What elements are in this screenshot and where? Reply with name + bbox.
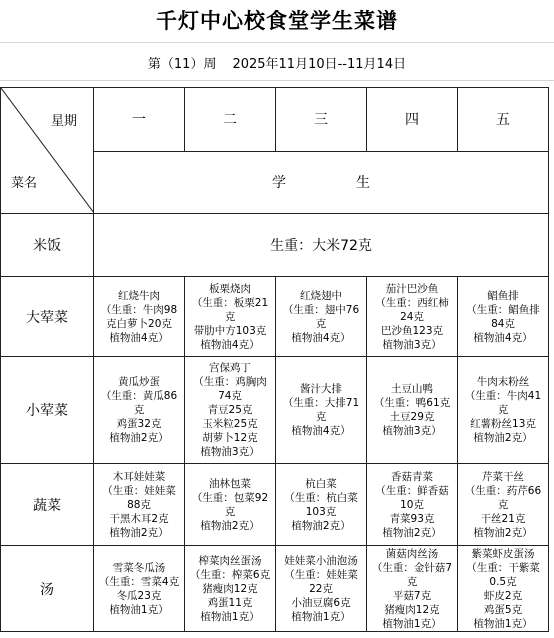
date-range: 2025年11月10日--11月14日 — [232, 56, 407, 72]
dish-detail-line: （生重：杭白菜 — [284, 491, 358, 504]
menu-row-meat-side — [1, 357, 549, 464]
day-header-wed: 三 — [276, 88, 367, 152]
dish-name: 香菇青菜 — [391, 470, 433, 483]
dish-name: 紫菜虾皮蛋汤 — [471, 547, 535, 560]
dish-detail-line: 植物油2克） — [200, 519, 260, 532]
dish-detail-line: （生重：黄瓜86 — [100, 390, 178, 402]
dish-detail-line: 克 — [133, 404, 145, 416]
dish-cell — [367, 357, 458, 464]
dish-detail-line: 玉米粒25克 — [202, 418, 258, 430]
dish-detail-line: （生重：翅中76 — [282, 303, 360, 316]
dish-cell — [276, 357, 367, 464]
dish-detail-line: 103克 — [305, 505, 337, 518]
dish-detail-line: 克 — [406, 575, 418, 588]
dish-detail-line: 植物油1克） — [473, 617, 533, 630]
dish-detail-line: （生重：药芹66 — [464, 484, 542, 497]
day-header-thu: 四 — [367, 88, 458, 152]
dish-detail-line: 猪瘦肉12克 — [202, 582, 258, 595]
dish-detail-line: （生重：牛肉98 — [100, 303, 178, 316]
weekday-label: 星期 — [50, 114, 77, 129]
dish-name: 黄瓜炒蛋 — [118, 376, 160, 388]
dish-detail-line: （生重：榨菜6克 — [189, 568, 271, 581]
dish-detail-line: 鸡蛋5克 — [483, 603, 523, 616]
weekday-header-row — [1, 88, 549, 152]
dish-name: 土豆山鸭 — [391, 383, 433, 395]
dish-detail-line: （生重：鸭61克 — [373, 397, 451, 409]
dish-detail-line: 植物油2克） — [291, 519, 351, 532]
diagonal-divider — [1, 88, 94, 213]
student-label-b: 生 — [356, 175, 370, 192]
dish-detail-line: 植物油3克） — [382, 338, 442, 351]
dish-detail-line: 植物油2克） — [382, 526, 442, 539]
dish-name: 芹菜干丝 — [482, 470, 524, 483]
dish-detail-line: 植物油1克） — [291, 610, 351, 623]
dish-detail-line: （生重：娃娃菜 — [102, 484, 176, 497]
dish-name: 板栗烧肉 — [209, 282, 251, 295]
menu-table — [0, 87, 549, 632]
dish-cell — [94, 277, 185, 357]
dish-cell — [185, 357, 276, 464]
dish-detail-line: （生重：板栗21 — [191, 296, 269, 309]
rice-row — [1, 214, 549, 277]
dish-detail-line: 带肋中方103克 — [193, 324, 267, 337]
dish-detail-line: （生重：西红柿 — [375, 296, 449, 309]
dish-detail-line: 植物油4克） — [291, 425, 351, 437]
dish-detail-line: 克 — [224, 505, 236, 518]
dish-detail-line: 青豆25克 — [207, 404, 253, 416]
dish-detail-line: 青菜93克 — [389, 512, 435, 525]
dish-name: 杭白菜 — [305, 477, 337, 490]
dish-name: 娃娃菜小油泡汤 — [284, 554, 358, 567]
dish-name: 木耳娃娃菜 — [112, 470, 166, 483]
dish-name: 红烧翅中 — [300, 289, 342, 302]
dish-detail-line: 植物油2克） — [109, 432, 169, 444]
dish-cell — [185, 464, 276, 546]
dish-label: 菜名 — [11, 176, 38, 191]
dish-cell — [185, 546, 276, 632]
dish-detail-line: 胡萝卜12克 — [202, 432, 258, 444]
dish-detail-line: 24克 — [400, 310, 424, 323]
dish-detail-line: 植物油2克） — [473, 432, 533, 444]
dish-name: 牛肉末粉丝 — [476, 376, 530, 388]
dish-cell — [458, 464, 549, 546]
dish-detail-line: 植物油1克） — [200, 610, 260, 623]
dish-name: 鲳鱼排 — [487, 289, 519, 302]
dish-detail-line: 植物油2克） — [109, 526, 169, 539]
dish-detail-line: （生重：金针菇7 — [371, 561, 453, 574]
dish-detail-line: 84克 — [491, 317, 515, 330]
dish-cell — [94, 546, 185, 632]
dish-detail-line: （生重：鲳鱼排 — [466, 303, 540, 316]
dish-cell — [458, 546, 549, 632]
student-label-a: 学 — [272, 175, 286, 192]
day-header-fri: 五 — [458, 88, 549, 152]
dish-detail-line: （生重：牛肉41 — [464, 390, 542, 402]
dish-detail-line: （生重：鲜香菇 — [375, 484, 449, 497]
dish-detail-line: 74克 — [218, 390, 242, 402]
row-label: 大荤菜 — [1, 277, 94, 357]
dish-cell — [94, 357, 185, 464]
week-subtitle — [0, 42, 554, 81]
dish-detail-line: 22克 — [309, 582, 333, 595]
corner-header-cell — [1, 88, 94, 214]
dish-detail-line: （生重：干紫菜 — [466, 561, 540, 574]
dish-cell — [94, 464, 185, 546]
dish-detail-line: 猪瘦肉12克 — [384, 603, 440, 616]
dish-detail-line: 克白萝卜20克 — [106, 317, 172, 330]
dish-detail-line: 88克 — [127, 498, 151, 511]
dish-detail-line: 植物油3克） — [200, 446, 260, 458]
dish-name: 油林包菜 — [209, 477, 251, 490]
dish-cell — [367, 277, 458, 357]
dish-detail-line: 植物油1克） — [109, 603, 169, 616]
sheet-gridline — [0, 80, 554, 81]
dish-detail-line: 克 — [224, 310, 236, 323]
dish-cell — [458, 357, 549, 464]
dish-detail-line: 植物油4克） — [473, 331, 533, 344]
menu-row-meat-main — [1, 277, 549, 357]
dish-cell — [276, 277, 367, 357]
dish-detail-line: 克 — [497, 404, 509, 416]
dish-name: 菌菇肉丝汤 — [385, 547, 439, 560]
rice-value: 生重：大米72克 — [94, 214, 549, 277]
dish-detail-line: （生重：娃娃菜 — [284, 568, 358, 581]
dish-detail-line: 干黑木耳2克 — [109, 512, 169, 525]
dish-detail-line: 植物油3克） — [382, 425, 442, 437]
row-label: 蔬菜 — [1, 464, 94, 546]
row-label: 小荤菜 — [1, 357, 94, 464]
dish-cell — [367, 546, 458, 632]
dish-name: 酱汁大排 — [300, 383, 342, 395]
dish-name: 宫保鸡丁 — [209, 362, 251, 374]
dish-detail-line: （生重：大排71 — [282, 397, 360, 409]
dish-detail-line: 克 — [315, 411, 327, 423]
day-header-mon: 一 — [94, 88, 185, 152]
dish-name: 茄汁巴沙鱼 — [385, 282, 439, 295]
dish-detail-line: 鸡蛋32克 — [116, 418, 162, 430]
dish-detail-line: 10克 — [400, 498, 424, 511]
dish-detail-line: 克 — [315, 317, 327, 330]
dish-detail-line: （生重：包菜92 — [191, 491, 269, 504]
menu-row-vegetable — [1, 464, 549, 546]
row-label: 汤 — [1, 546, 94, 632]
dish-detail-line: 植物油4克） — [291, 331, 351, 344]
menu-row-soup — [1, 546, 549, 632]
dish-detail-line: （生重：鸡胸肉 — [193, 376, 267, 388]
dish-detail-line: 巴沙鱼123克 — [380, 324, 444, 337]
dish-cell — [185, 277, 276, 357]
dish-detail-line: 红薯粉丝13克 — [470, 418, 536, 430]
dish-detail-line: 植物油2克） — [473, 526, 533, 539]
student-header-cell — [94, 151, 549, 214]
dish-name: 红烧牛肉 — [118, 289, 160, 302]
dish-detail-line: （生重：雪菜4克 — [98, 575, 180, 588]
dish-detail-line: 小油豆腐6克 — [291, 596, 351, 609]
dish-detail-line: 克 — [497, 498, 509, 511]
dish-cell — [276, 546, 367, 632]
dish-detail-line: 植物油1克） — [382, 617, 442, 630]
dish-cell — [367, 464, 458, 546]
dish-detail-line: 平菇7克 — [392, 589, 432, 602]
dish-detail-line: 土豆29克 — [389, 411, 435, 423]
dish-cell — [276, 464, 367, 546]
dish-detail-line: 鸡蛋11克 — [207, 596, 253, 609]
dish-detail-line: 冬瓜23克 — [116, 589, 162, 602]
dish-detail-line: 干丝21克 — [480, 512, 526, 525]
day-header-tue: 二 — [185, 88, 276, 152]
dish-detail-line: 植物油4克） — [109, 331, 169, 344]
page-title: 千灯中心校食堂学生菜谱 — [156, 9, 398, 33]
rice-label: 米饭 — [1, 214, 94, 277]
dish-cell — [458, 277, 549, 357]
dish-detail-line: 0.5克 — [489, 575, 517, 588]
dish-name: 雪菜冬瓜汤 — [112, 561, 166, 574]
week-number: 第（11）周 — [147, 56, 217, 72]
dish-detail-line: 虾皮2克 — [483, 589, 523, 602]
dish-name: 榨菜肉丝蛋汤 — [198, 554, 262, 567]
dish-detail-line: 植物油4克） — [200, 338, 260, 351]
